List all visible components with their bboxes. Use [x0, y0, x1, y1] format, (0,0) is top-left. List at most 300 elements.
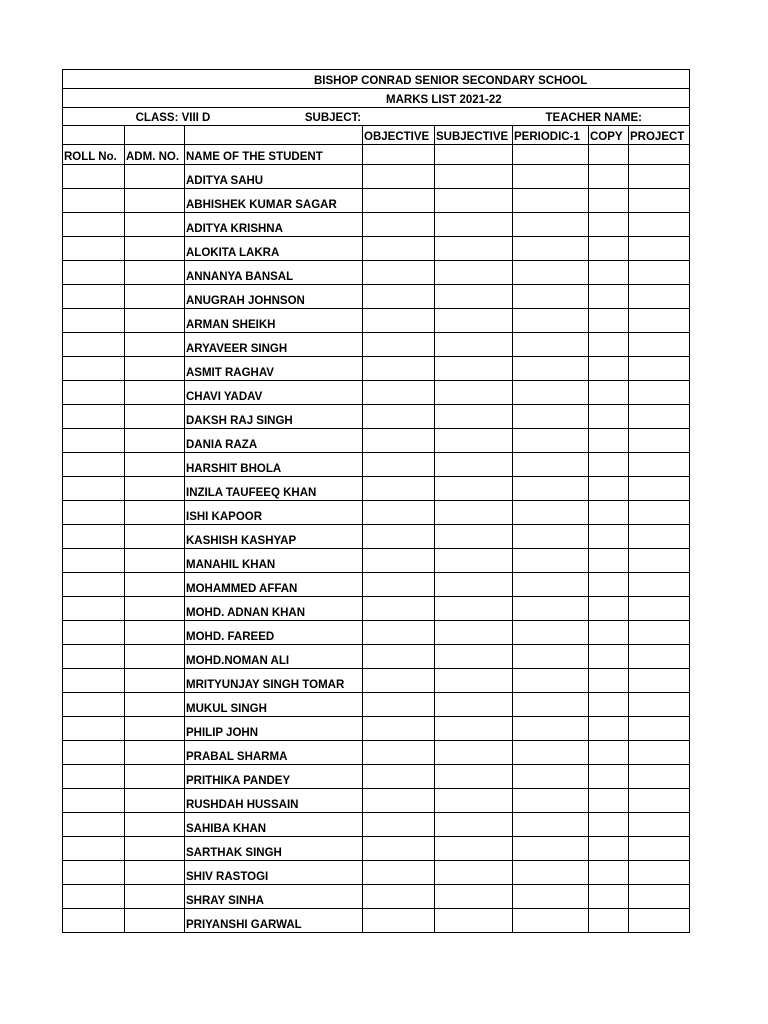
objective-cell[interactable]: [363, 621, 435, 645]
student-row: [63, 381, 690, 405]
subjective-cell[interactable]: [435, 549, 513, 573]
project-cell[interactable]: [629, 525, 690, 549]
student-name-cell: MUKUL SINGH: [185, 693, 363, 717]
copy-cell[interactable]: [589, 789, 629, 813]
student-name-cell: MOHD. ADNAN KHAN: [185, 597, 363, 621]
subjective-cell[interactable]: [435, 909, 513, 933]
subjective-cell[interactable]: [435, 165, 513, 189]
project-cell[interactable]: [629, 165, 690, 189]
adm-no-cell[interactable]: [125, 429, 185, 453]
subjective-cell[interactable]: [435, 741, 513, 765]
project-cell[interactable]: [629, 765, 690, 789]
periodic-cell[interactable]: [513, 501, 589, 525]
student-row: [63, 741, 690, 765]
student-name-cell: SHIV RASTOGI: [185, 861, 363, 885]
roll-no-cell[interactable]: [63, 309, 125, 333]
objective-cell[interactable]: [363, 717, 435, 741]
marks-list-cell: [63, 89, 690, 108]
roll-no-cell[interactable]: [63, 165, 125, 189]
subjective-cell[interactable]: [435, 333, 513, 357]
objective-cell[interactable]: [363, 885, 435, 909]
adm-no-cell[interactable]: [125, 597, 185, 621]
adm-no-cell[interactable]: [125, 309, 185, 333]
roll-no-cell[interactable]: [63, 717, 125, 741]
student-row: [63, 717, 690, 741]
objective-cell[interactable]: [363, 477, 435, 501]
copy-cell[interactable]: [589, 165, 629, 189]
marks-table: [62, 69, 690, 933]
periodic-cell[interactable]: [513, 453, 589, 477]
project-cell[interactable]: [629, 693, 690, 717]
adm-no-cell[interactable]: [125, 765, 185, 789]
periodic-cell[interactable]: [513, 477, 589, 501]
project-cell[interactable]: [629, 261, 690, 285]
roll-no-cell[interactable]: [63, 669, 125, 693]
project-cell[interactable]: [629, 237, 690, 261]
adm-no-cell[interactable]: [125, 645, 185, 669]
student-name-cell: ARMAN SHEIKH: [185, 309, 363, 333]
copy-cell[interactable]: [589, 213, 629, 237]
blank-cell: [435, 145, 513, 165]
project-cell[interactable]: [629, 429, 690, 453]
copy-cell[interactable]: [589, 861, 629, 885]
subjective-cell[interactable]: [435, 453, 513, 477]
periodic-cell[interactable]: [513, 645, 589, 669]
student-name-cell: CHAVI YADAV: [185, 381, 363, 405]
adm-no-cell[interactable]: [125, 261, 185, 285]
objective-cell[interactable]: [363, 453, 435, 477]
periodic-cell[interactable]: [513, 765, 589, 789]
student-name-cell: MANAHIL KHAN: [185, 549, 363, 573]
roll-no-cell[interactable]: [63, 573, 125, 597]
student-row: [63, 453, 690, 477]
objective-cell[interactable]: [363, 789, 435, 813]
objective-cell[interactable]: [363, 645, 435, 669]
periodic-cell[interactable]: [513, 669, 589, 693]
copy-cell[interactable]: [589, 501, 629, 525]
subjective-cell[interactable]: [435, 621, 513, 645]
periodic-cell[interactable]: [513, 717, 589, 741]
roll-no-cell[interactable]: [63, 741, 125, 765]
student-name-cell: ADITYA SAHU: [185, 165, 363, 189]
objective-cell[interactable]: [363, 357, 435, 381]
copy-cell[interactable]: [589, 525, 629, 549]
subjective-cell[interactable]: [435, 237, 513, 261]
project-cell[interactable]: [629, 837, 690, 861]
objective-cell[interactable]: [363, 189, 435, 213]
periodic-cell[interactable]: [513, 741, 589, 765]
student-row: [63, 189, 690, 213]
copy-cell[interactable]: [589, 333, 629, 357]
blank-cell: [363, 145, 435, 165]
copy-cell[interactable]: [589, 741, 629, 765]
subjective-cell[interactable]: [435, 693, 513, 717]
roll-no-cell[interactable]: [63, 597, 125, 621]
student-row: [63, 285, 690, 309]
project-cell[interactable]: [629, 357, 690, 381]
student-name-cell: SHRAY SINHA: [185, 885, 363, 909]
copy-cell[interactable]: [589, 717, 629, 741]
student-name-cell: MOHD. FAREED: [185, 621, 363, 645]
subjective-cell[interactable]: [435, 357, 513, 381]
student-name-cell: ADITYA KRISHNA: [185, 213, 363, 237]
periodic-cell[interactable]: [513, 405, 589, 429]
student-name-cell: ARYAVEER SINGH: [185, 333, 363, 357]
copy-cell[interactable]: [589, 765, 629, 789]
student-row: [63, 429, 690, 453]
objective-cell[interactable]: [363, 285, 435, 309]
project-cell[interactable]: [629, 861, 690, 885]
objective-cell[interactable]: [363, 741, 435, 765]
project-cell[interactable]: [629, 741, 690, 765]
roll-no-cell[interactable]: [63, 693, 125, 717]
copy-cell[interactable]: [589, 237, 629, 261]
periodic-cell[interactable]: [513, 693, 589, 717]
student-row: [63, 213, 690, 237]
roll-no-cell[interactable]: [63, 381, 125, 405]
objective-cell[interactable]: [363, 237, 435, 261]
class-label: CLASS: VIII D: [135, 112, 211, 124]
student-name-cell: ABHISHEK KUMAR SAGAR: [185, 189, 363, 213]
header-periodic: PERIODIC-1: [513, 126, 589, 145]
adm-no-cell[interactable]: [125, 669, 185, 693]
student-row: [63, 645, 690, 669]
student-name-cell: PRABAL SHARMA: [185, 741, 363, 765]
marks-list-title: MARKS LIST 2021-22: [386, 94, 502, 106]
project-cell[interactable]: [629, 549, 690, 573]
roll-no-cell[interactable]: [63, 453, 125, 477]
adm-no-cell[interactable]: [125, 885, 185, 909]
project-cell[interactable]: [629, 717, 690, 741]
student-row: [63, 909, 690, 933]
objective-cell[interactable]: [363, 501, 435, 525]
objective-cell[interactable]: [363, 549, 435, 573]
copy-cell[interactable]: [589, 693, 629, 717]
roll-no-cell[interactable]: [63, 861, 125, 885]
roll-no-cell[interactable]: [63, 261, 125, 285]
header-project: PROJECT: [629, 126, 690, 145]
copy-cell[interactable]: [589, 189, 629, 213]
subjective-cell[interactable]: [435, 429, 513, 453]
adm-no-cell[interactable]: [125, 621, 185, 645]
roll-no-cell[interactable]: [63, 813, 125, 837]
roll-no-cell[interactable]: [63, 549, 125, 573]
copy-cell[interactable]: [589, 909, 629, 933]
subjective-cell[interactable]: [435, 789, 513, 813]
adm-no-cell[interactable]: [125, 813, 185, 837]
periodic-cell[interactable]: [513, 789, 589, 813]
objective-cell[interactable]: [363, 261, 435, 285]
school-name: BISHOP CONRAD SENIOR SECONDARY SCHOOL: [314, 75, 588, 87]
periodic-cell[interactable]: [513, 213, 589, 237]
copy-cell[interactable]: [589, 453, 629, 477]
adm-no-cell[interactable]: [125, 237, 185, 261]
subjective-cell[interactable]: [435, 573, 513, 597]
project-cell[interactable]: [629, 573, 690, 597]
adm-no-cell[interactable]: [125, 453, 185, 477]
blank-cell: [185, 126, 363, 145]
subjective-cell[interactable]: [435, 669, 513, 693]
copy-cell[interactable]: [589, 837, 629, 861]
periodic-cell[interactable]: [513, 813, 589, 837]
adm-no-cell[interactable]: [125, 525, 185, 549]
subjective-cell[interactable]: [435, 381, 513, 405]
roll-no-cell[interactable]: [63, 885, 125, 909]
objective-cell[interactable]: [363, 309, 435, 333]
copy-cell[interactable]: [589, 669, 629, 693]
copy-cell[interactable]: [589, 285, 629, 309]
objective-cell[interactable]: [363, 837, 435, 861]
subjective-cell[interactable]: [435, 261, 513, 285]
adm-no-cell[interactable]: [125, 333, 185, 357]
student-row: [63, 597, 690, 621]
student-name-cell: MRITYUNJAY SINGH TOMAR: [185, 669, 363, 693]
student-name-cell: SAHIBA KHAN: [185, 813, 363, 837]
teacher-label: TEACHER NAME:: [545, 112, 643, 124]
student-row: [63, 333, 690, 357]
subject-label: SUBJECT:: [304, 112, 362, 124]
objective-cell[interactable]: [363, 405, 435, 429]
periodic-cell[interactable]: [513, 909, 589, 933]
periodic-cell[interactable]: [513, 189, 589, 213]
project-cell[interactable]: [629, 309, 690, 333]
adm-no-cell[interactable]: [125, 189, 185, 213]
roll-no-cell[interactable]: [63, 405, 125, 429]
adm-no-cell[interactable]: [125, 741, 185, 765]
objective-cell[interactable]: [363, 693, 435, 717]
project-cell[interactable]: [629, 405, 690, 429]
roll-no-cell[interactable]: [63, 909, 125, 933]
roll-no-cell[interactable]: [63, 477, 125, 501]
objective-cell[interactable]: [363, 573, 435, 597]
objective-cell[interactable]: [363, 165, 435, 189]
adm-no-cell[interactable]: [125, 693, 185, 717]
copy-cell[interactable]: [589, 477, 629, 501]
periodic-cell[interactable]: [513, 333, 589, 357]
marks-sheet: [62, 69, 689, 933]
subjective-cell[interactable]: [435, 597, 513, 621]
roll-no-cell[interactable]: [63, 837, 125, 861]
project-cell[interactable]: [629, 597, 690, 621]
roll-no-cell[interactable]: [63, 621, 125, 645]
copy-cell[interactable]: [589, 261, 629, 285]
subjective-cell[interactable]: [435, 885, 513, 909]
student-row: [63, 861, 690, 885]
subjective-cell[interactable]: [435, 813, 513, 837]
student-name-cell: ALOKITA LAKRA: [185, 237, 363, 261]
objective-cell[interactable]: [363, 861, 435, 885]
subjective-cell[interactable]: [435, 765, 513, 789]
student-row: [63, 405, 690, 429]
student-name-cell: INZILA TAUFEEQ KHAN: [185, 477, 363, 501]
objective-cell[interactable]: [363, 525, 435, 549]
blank-cell: [63, 126, 125, 145]
student-row: [63, 693, 690, 717]
project-cell[interactable]: [629, 285, 690, 309]
student-name-cell: DAKSH RAJ SINGH: [185, 405, 363, 429]
adm-no-cell[interactable]: [125, 477, 185, 501]
roll-no-cell[interactable]: [63, 525, 125, 549]
subjective-cell[interactable]: [435, 501, 513, 525]
adm-no-cell[interactable]: [125, 861, 185, 885]
subjective-cell[interactable]: [435, 645, 513, 669]
student-row: [63, 357, 690, 381]
periodic-cell[interactable]: [513, 261, 589, 285]
student-row: [63, 765, 690, 789]
header-objective: OBJECTIVE: [363, 126, 435, 145]
periodic-cell[interactable]: [513, 429, 589, 453]
adm-no-cell[interactable]: [125, 285, 185, 309]
copy-cell[interactable]: [589, 885, 629, 909]
adm-no-cell[interactable]: [125, 909, 185, 933]
subjective-cell[interactable]: [435, 309, 513, 333]
adm-no-cell[interactable]: [125, 357, 185, 381]
periodic-cell[interactable]: [513, 573, 589, 597]
adm-no-cell[interactable]: [125, 501, 185, 525]
roll-no-cell[interactable]: [63, 237, 125, 261]
project-cell[interactable]: [629, 501, 690, 525]
periodic-cell[interactable]: [513, 357, 589, 381]
header-student-name: NAME OF THE STUDENT: [185, 145, 363, 165]
project-cell[interactable]: [629, 189, 690, 213]
objective-cell[interactable]: [363, 429, 435, 453]
copy-cell[interactable]: [589, 357, 629, 381]
roll-no-cell[interactable]: [63, 765, 125, 789]
student-name-cell: ANNANYA BANSAL: [185, 261, 363, 285]
subjective-cell[interactable]: [435, 837, 513, 861]
roll-no-cell[interactable]: [63, 645, 125, 669]
objective-cell[interactable]: [363, 669, 435, 693]
project-cell[interactable]: [629, 453, 690, 477]
periodic-cell[interactable]: [513, 285, 589, 309]
blank-cell: [125, 126, 185, 145]
copy-cell[interactable]: [589, 597, 629, 621]
subjective-cell[interactable]: [435, 213, 513, 237]
adm-no-cell[interactable]: [125, 213, 185, 237]
objective-cell[interactable]: [363, 381, 435, 405]
project-cell[interactable]: [629, 885, 690, 909]
copy-cell[interactable]: [589, 381, 629, 405]
objective-cell[interactable]: [363, 597, 435, 621]
objective-cell[interactable]: [363, 765, 435, 789]
periodic-cell[interactable]: [513, 885, 589, 909]
project-cell[interactable]: [629, 789, 690, 813]
student-name-cell: HARSHIT BHOLA: [185, 453, 363, 477]
periodic-cell[interactable]: [513, 237, 589, 261]
periodic-cell[interactable]: [513, 381, 589, 405]
copy-cell[interactable]: [589, 309, 629, 333]
subjective-cell[interactable]: [435, 861, 513, 885]
adm-no-cell[interactable]: [125, 405, 185, 429]
student-name-cell: ISHI KAPOOR: [185, 501, 363, 525]
student-row: [63, 549, 690, 573]
student-row: [63, 789, 690, 813]
student-name-cell: MOHAMMED AFFAN: [185, 573, 363, 597]
roll-no-cell[interactable]: [63, 333, 125, 357]
objective-cell[interactable]: [363, 813, 435, 837]
school-name-cell: [63, 70, 690, 89]
roll-no-cell[interactable]: [63, 189, 125, 213]
adm-no-cell[interactable]: [125, 573, 185, 597]
roll-no-cell[interactable]: [63, 501, 125, 525]
project-cell[interactable]: [629, 909, 690, 933]
periodic-cell[interactable]: [513, 549, 589, 573]
student-name-cell: MOHD.NOMAN ALI: [185, 645, 363, 669]
blank-cell: [589, 145, 629, 165]
subjective-cell[interactable]: [435, 717, 513, 741]
adm-no-cell[interactable]: [125, 789, 185, 813]
student-name-cell: ASMIT RAGHAV: [185, 357, 363, 381]
project-cell[interactable]: [629, 621, 690, 645]
subjective-cell[interactable]: [435, 525, 513, 549]
student-name-cell: DANIA RAZA: [185, 429, 363, 453]
copy-cell[interactable]: [589, 573, 629, 597]
project-cell[interactable]: [629, 213, 690, 237]
subjective-cell[interactable]: [435, 477, 513, 501]
project-cell[interactable]: [629, 645, 690, 669]
subjective-cell[interactable]: [435, 285, 513, 309]
student-row: [63, 237, 690, 261]
adm-no-cell[interactable]: [125, 717, 185, 741]
objective-cell[interactable]: [363, 909, 435, 933]
roll-no-cell[interactable]: [63, 789, 125, 813]
adm-no-cell[interactable]: [125, 837, 185, 861]
student-row: [63, 885, 690, 909]
student-row: [63, 813, 690, 837]
copy-cell[interactable]: [589, 549, 629, 573]
student-name-cell: ANUGRAH JOHNSON: [185, 285, 363, 309]
student-row: [63, 165, 690, 189]
subjective-cell[interactable]: [435, 189, 513, 213]
copy-cell[interactable]: [589, 813, 629, 837]
project-cell[interactable]: [629, 477, 690, 501]
roll-no-cell[interactable]: [63, 213, 125, 237]
roll-no-cell[interactable]: [63, 429, 125, 453]
project-cell[interactable]: [629, 813, 690, 837]
subjective-cell[interactable]: [435, 405, 513, 429]
class-info-cell: [63, 108, 690, 126]
project-cell[interactable]: [629, 381, 690, 405]
header-copy: COPY: [589, 126, 629, 145]
student-name-cell: PHILIP JOHN: [185, 717, 363, 741]
periodic-cell[interactable]: [513, 837, 589, 861]
periodic-cell[interactable]: [513, 525, 589, 549]
project-cell[interactable]: [629, 669, 690, 693]
periodic-cell[interactable]: [513, 861, 589, 885]
periodic-cell[interactable]: [513, 165, 589, 189]
student-row: [63, 309, 690, 333]
blank-cell: [629, 145, 690, 165]
student-name-cell: PRITHIKA PANDEY: [185, 765, 363, 789]
adm-no-cell[interactable]: [125, 165, 185, 189]
project-cell[interactable]: [629, 333, 690, 357]
adm-no-cell[interactable]: [125, 549, 185, 573]
student-row: [63, 261, 690, 285]
objective-cell[interactable]: [363, 213, 435, 237]
periodic-cell[interactable]: [513, 309, 589, 333]
copy-cell[interactable]: [589, 621, 629, 645]
student-row: [63, 669, 690, 693]
copy-cell[interactable]: [589, 645, 629, 669]
periodic-cell[interactable]: [513, 621, 589, 645]
roll-no-cell[interactable]: [63, 285, 125, 309]
roll-no-cell[interactable]: [63, 357, 125, 381]
periodic-cell[interactable]: [513, 597, 589, 621]
copy-cell[interactable]: [589, 405, 629, 429]
adm-no-cell[interactable]: [125, 381, 185, 405]
objective-cell[interactable]: [363, 333, 435, 357]
copy-cell[interactable]: [589, 429, 629, 453]
